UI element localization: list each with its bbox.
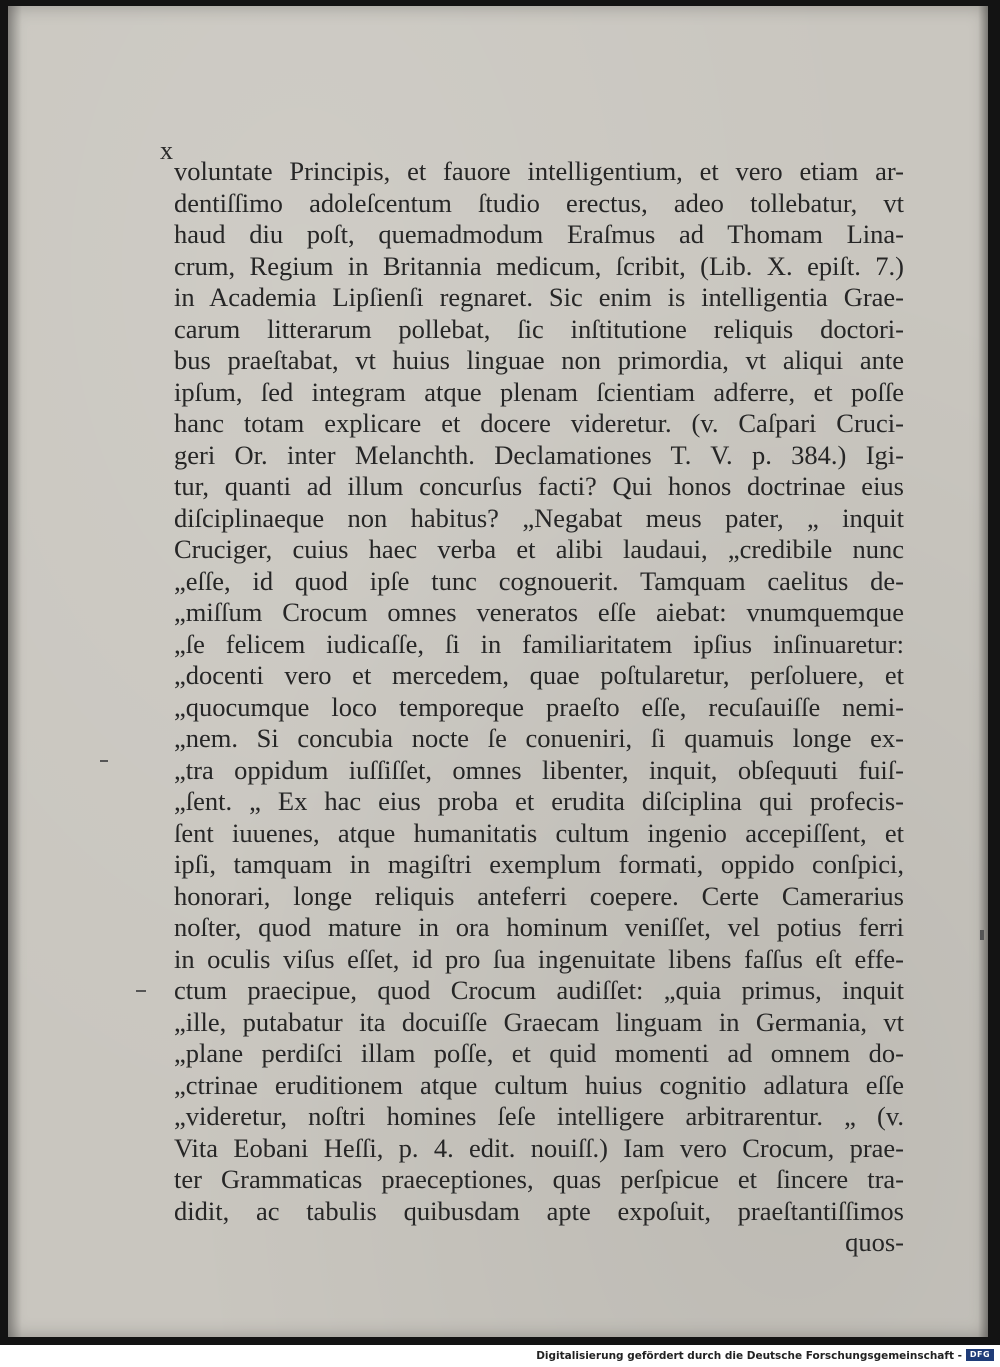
text-line: bus praeſtabat, vt huius linguae non primordia, vt aliqui ante [174, 345, 904, 375]
text-line: haud diu poſt, quemadmodum Eraſmus ad Thomam Lina- [174, 219, 904, 249]
text-line: „ille, putabatur ita docuiſſe Graecam linguam in Germania, vt [174, 1006, 904, 1037]
catchword: quos- [845, 1227, 904, 1257]
text-line: „ſe felicem iudicaſſe, ſi in familiaritatem ipſius inſinuaretur: [174, 628, 904, 659]
text-line: „quocumque loco temporeque praeſto eſſe, recuſauiſſe nemi- [174, 691, 904, 722]
text-line: ipſi, tamquam in magiſtri exemplum formati, oppido conſpici, [174, 849, 904, 879]
text-line: „ctrinae eruditionem atque cultum huius cognitio adlatura eſſe [174, 1069, 904, 1100]
text-line: „ſent. „ Ex hac eius proba et erudita diſciplina qui profecis- [174, 786, 904, 816]
text-line: hanc totam explicare et docere videretur. (v. Caſpari Cruci- [174, 408, 904, 438]
text-line: dentiſſimo adoleſcentum ſtudio erectus, adeo tollebatur, vt [174, 187, 904, 218]
text-line: Cruciger, cuius haec verba et alibi laudaui, „credibile nunc [174, 534, 904, 564]
dfg-logo: DFG [966, 1349, 994, 1361]
text-line: „plane perdiſci illam poſſe, et quid momenti ad omnem do- [174, 1038, 904, 1068]
text-line: „miſſum Crocum omnes veneratos eſſe aiebat: vnumquemque [174, 597, 904, 627]
text-line: in Academia Lipſienſi regnaret. Sic enim is intelligentia Grae- [174, 282, 904, 312]
text-line: ſent iuuenes, atque humanitatis cultum ingenio accepiſſent, et [174, 817, 904, 848]
text-line: „docenti vero et mercedem, quae poſtularetur, perſoluere, et [174, 660, 904, 690]
margin-mark [980, 930, 984, 940]
text-line: voluntate Principis, et fauore intelligentium, et vero etiam ar- [174, 156, 904, 186]
digitization-credit: Digitalisierung gefördert durch die Deutsche Forschungsgemeinschaft - [536, 1350, 962, 1362]
text-line: crum, Regium in Britannia medicum, ſcribit, (Lib. X. epiſt. 7.) [174, 250, 904, 281]
page-edge-shadow [978, 6, 988, 1337]
text-line: geri Or. inter Melanchth. Declamationes T. V. p. 384.) Igi- [174, 439, 904, 470]
text-line: „nem. Si concubia nocte ſe conueniri, ſi quamuis longe ex- [174, 723, 904, 753]
text-line: ipſum, ſed integram atque plenam ſcientiam adferre, et poſſe [174, 376, 904, 407]
text-line: in oculis viſus eſſet, id pro ſua ingenuitate libens faſſus eſt effe- [174, 943, 904, 974]
text-line: carum litterarum pollebat, ſic inſtitutione reliquis doctori- [174, 313, 904, 344]
body-text [174, 156, 904, 1259]
text-line: ctum praecipue, quod Crocum audiſſet: „quia primus, inquit [174, 975, 904, 1005]
margin-mark [136, 990, 146, 992]
text-line: ter Grammaticas praeceptiones, quas perſpicue et ſincere tra- [174, 1164, 904, 1194]
text-line: „eſſe, id quod ipſe tunc cognouerit. Tamquam caelitus de- [174, 565, 904, 596]
text-line: diſciplinaeque non habitus? „Negabat meus pater, „ inquit [174, 502, 904, 533]
text-line: Vita Eobani Heſſi, p. 4. edit. nouiſſ.) Iam vero Crocum, prae- [174, 1132, 904, 1163]
text-line: noſter, quod mature in ora hominum veniſſet, vel potius ferri [174, 912, 904, 942]
page-number: x [160, 136, 173, 165]
margin-mark [100, 760, 108, 762]
text-line: tur, quanti ad illum concurſus facti? Qui honos doctrinae eius [174, 471, 904, 501]
text-line: „tra oppidum iuſſiſſet, omnes libenter, inquit, obſequuti fuiſ- [174, 754, 904, 785]
page-gutter-shadow [8, 6, 22, 1337]
text-line: „videretur, noſtri homines ſeſe intelligere arbitrarentur. „ (v. [174, 1101, 904, 1131]
text-line: didit, ac tabulis quibusdam apte expoſuit, praeſtantiſſimos [174, 1195, 904, 1226]
text-line: honorari, longe reliquis anteferri coepere. Certe Camerarius [174, 880, 904, 911]
